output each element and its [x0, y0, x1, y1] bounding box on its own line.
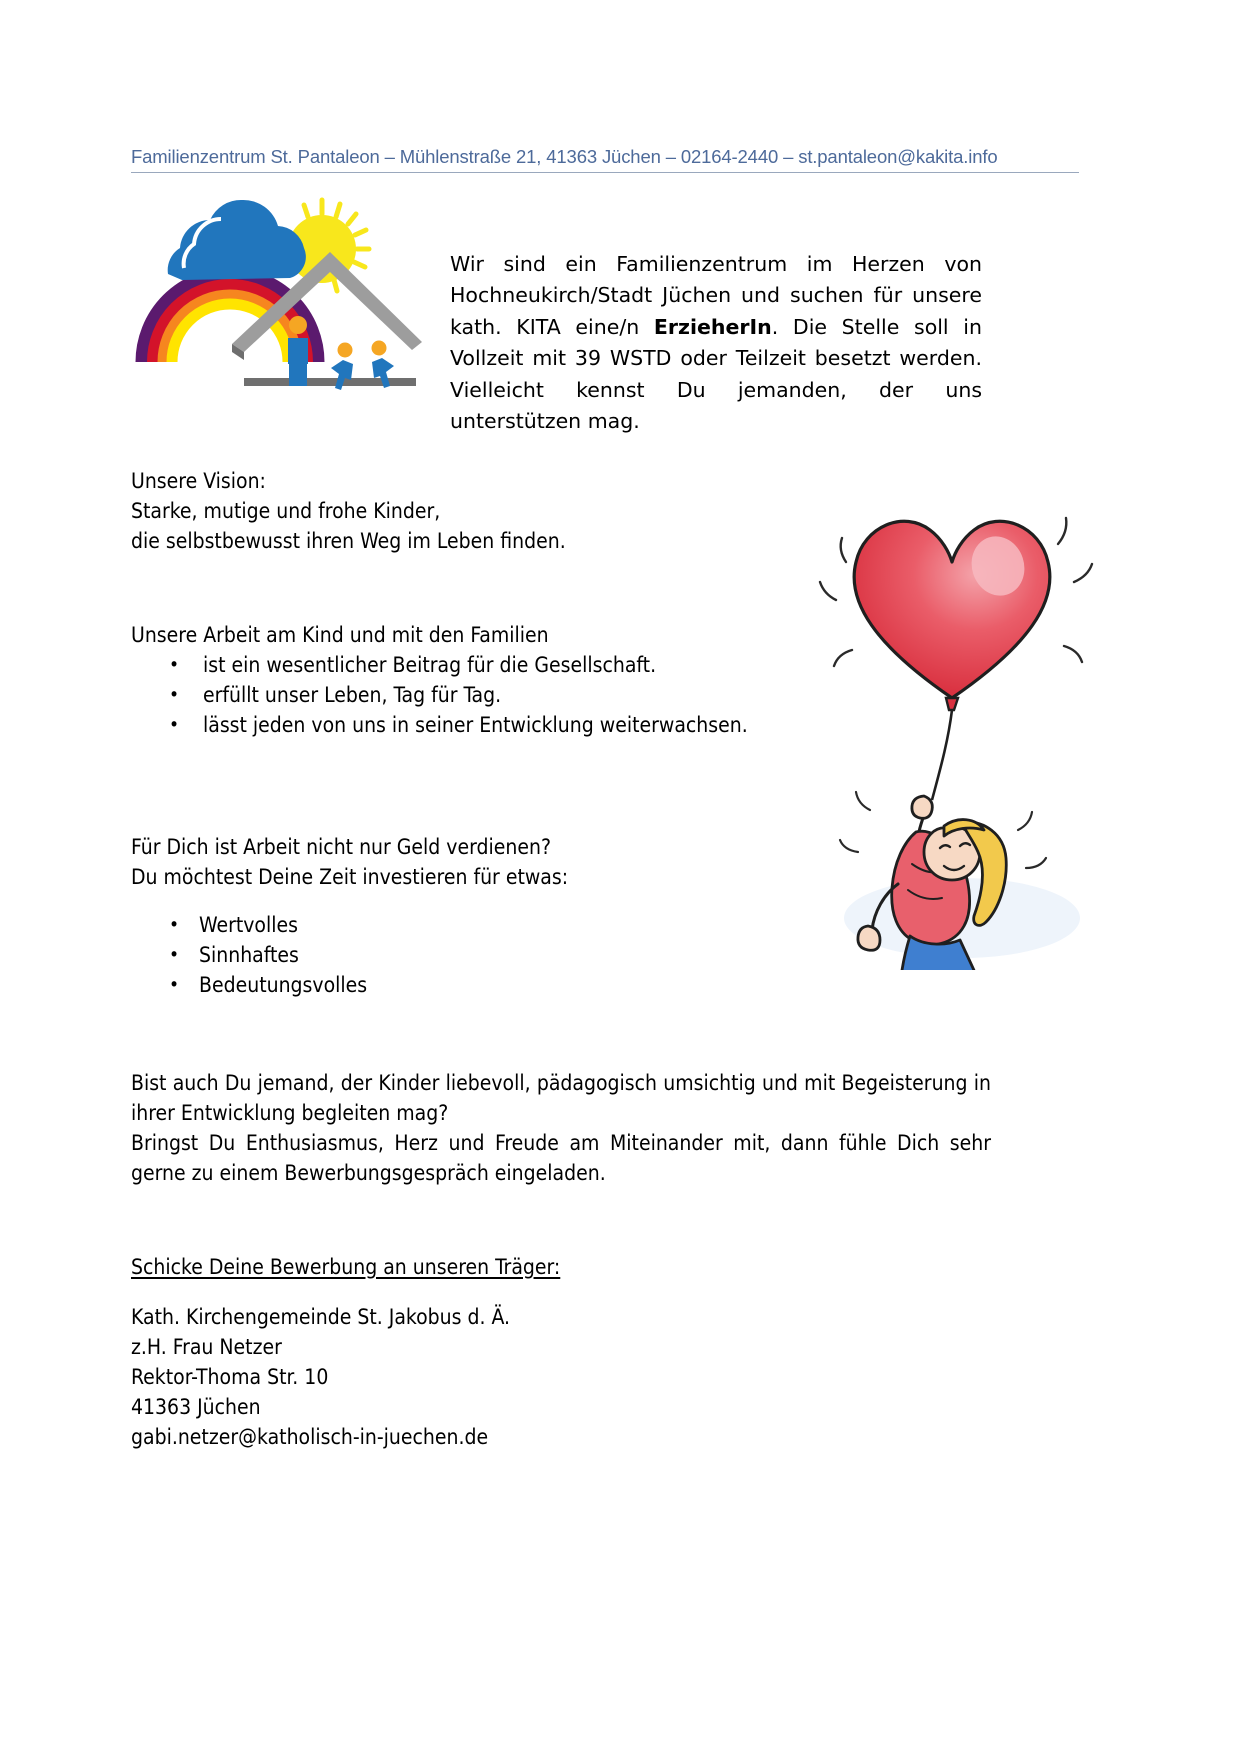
job-title-emphasis: ErzieherIn — [653, 314, 772, 339]
balloon-string — [932, 710, 952, 800]
intro-text-part1: Wir sind ein Familienzentrum im Herzen von Hochneukirch/Stadt Jüchen und suchen für unsere kath. KITA eine/n — [450, 251, 982, 339]
vision-section — [131, 466, 831, 556]
values-section — [131, 910, 611, 1000]
cloud-icon — [168, 200, 306, 280]
intro-text-part2: . Die Stelle soll in Vollzeit mit 39 WSTD oder Teilzeit besetzt werden. Vielleicht kennst Du jemanden, der uns unterstützen mag. — [450, 314, 982, 433]
closing-paragraph-2: Bringst Du Enthusiasmus, Herz und Freude am Miteinander mit, dann fühle Dich sehr gerne zu einem Bewerbungsgespräch eingeladen. — [131, 1131, 991, 1185]
closing-section — [131, 1068, 991, 1188]
list-item: • lässt jeden von uns in seiner Entwicklung weiterwachsen. — [131, 710, 771, 740]
document-header — [131, 146, 1079, 173]
list-item: • Sinnhaftes — [131, 940, 611, 970]
list-item: • erfüllt unser Leben, Tag für Tag. — [131, 680, 771, 710]
hand — [912, 796, 932, 818]
header-divider — [131, 172, 1079, 173]
vision-line-2: die selbstbewusst ihren Weg im Leben finden. — [131, 529, 566, 553]
values-bullet-list — [131, 910, 611, 1000]
address-line: z.H. Frau Netzer — [131, 1335, 282, 1359]
contact-line: Familienzentrum St. Pantaleon – Mühlenstraße 21, 41363 Jüchen – 02164-2440 – st.pantaleon@kakita.info — [131, 146, 998, 167]
arbeit-bullet-list — [131, 650, 771, 740]
intro-paragraph — [450, 249, 982, 438]
address-line: Rektor-Thoma Str. 10 — [131, 1365, 329, 1389]
address-email: gabi.netzer@katholisch-in-juechen.de — [131, 1425, 489, 1449]
arbeit-heading: Unsere Arbeit am Kind und mit den Familien — [131, 623, 549, 647]
familienzentrum-logo — [126, 192, 426, 392]
closing-paragraph-1: Bist auch Du jemand, der Kinder liebevoll, pädagogisch umsichtig und mit Begeisterung in ihrer Entwicklung begleiten mag? — [131, 1071, 991, 1125]
traeger-heading-wrap — [131, 1252, 771, 1282]
address-line: Kath. Kirchengemeinde St. Jakobus d. Ä. — [131, 1305, 511, 1329]
list-item: • Bedeutungsvolles — [131, 970, 611, 1000]
vision-heading: Unsere Vision: — [131, 469, 266, 493]
fuer-dich-line-2: Du möchtest Deine Zeit investieren für etwas: — [131, 865, 569, 889]
traeger-address — [131, 1302, 771, 1452]
list-item: • Wertvolles — [131, 910, 611, 940]
girl-with-heart-balloon-illustration — [812, 470, 1098, 970]
vision-line-1: Starke, mutige und frohe Kinder, — [131, 499, 441, 523]
address-line: 41363 Jüchen — [131, 1395, 261, 1419]
heart-balloon — [854, 521, 1050, 710]
list-item: • ist ein wesentlicher Beitrag für die Gesellschaft. — [131, 650, 771, 680]
hand-lower — [858, 926, 880, 950]
traeger-heading: Schicke Deine Bewerbung an unseren Träger: — [131, 1255, 561, 1279]
fuer-dich-section — [131, 832, 771, 892]
arbeit-section — [131, 620, 771, 740]
fuer-dich-line-1: Für Dich ist Arbeit nicht nur Geld verdienen? — [131, 835, 551, 859]
adult-figure-icon — [288, 316, 308, 386]
